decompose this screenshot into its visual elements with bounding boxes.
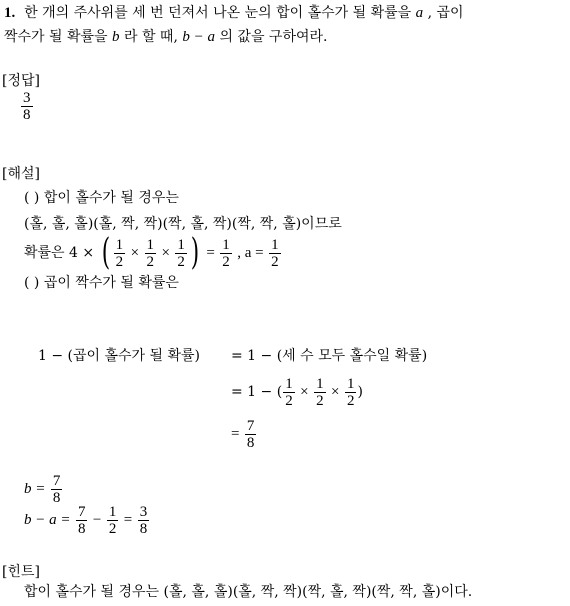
expr-b-minus-a: b − a <box>182 29 215 45</box>
fraction-half-result: $\frac{1}{2}$ <box>222 236 230 270</box>
problem-line-2 <box>4 28 327 46</box>
eq-line1-right: = 1 − (세 수 모두 홀수일 확률) <box>231 348 428 364</box>
fraction-seven-eighths-1: $\frac{7}{8}$ <box>246 417 255 451</box>
b-minus-a-line: b − a = $\frac{7}{8}$ − $\frac{1}{2}$ = $\frac{3}{8}$ <box>24 503 148 537</box>
fraction-seven-eighths-2: $\frac{7}{8}$ <box>77 503 86 537</box>
fraction-half-2: $\frac{1}{2}$ <box>146 236 154 270</box>
answer-denominator: 8 <box>23 107 31 123</box>
problem-line-1 <box>4 4 464 22</box>
explanation-cases: (홀, 홀, 홀)(홀, 짝, 짝)(짝, 홀, 짝)(짝, 짝, 홀)이므로 <box>24 216 342 232</box>
explanation-step-2: ( ) 곱이 짝수가 될 확률은 <box>24 275 179 291</box>
explanation-header: [해설] <box>2 166 40 182</box>
problem-text-2: , 곱이 <box>427 5 464 21</box>
fraction-half-6: $\frac{1}{2}$ <box>346 375 355 409</box>
b-value-line: b = $\frac{7}{8}$ <box>24 472 61 506</box>
problem-text-5: 의 값을 구하여라. <box>219 29 328 45</box>
fraction-half-5: $\frac{1}{2}$ <box>316 375 324 409</box>
prob-prefix: 확률은 4 × <box>24 245 95 261</box>
problem-text-3: 짝수가 될 확률을 <box>4 29 108 45</box>
problem-text-4: 라 할 때, <box>123 29 178 45</box>
comma-a-eq: , a = <box>237 245 264 261</box>
answer-numerator: 3 <box>23 90 31 106</box>
left-paren: ( <box>101 232 110 273</box>
var-b: b <box>112 29 120 45</box>
fraction-b: $\frac{7}{8}$ <box>52 472 61 506</box>
answer-fraction <box>21 90 33 123</box>
eq-line1-left: 1 − (곱이 홀수가 될 확률) <box>38 348 201 364</box>
fraction-half-3: $\frac{1}{2}$ <box>177 236 185 270</box>
answer-value <box>20 90 34 123</box>
hint-header: [힌트] <box>2 564 40 580</box>
explanation-step-1: ( ) 합이 홀수가 될 경우는 <box>24 190 179 206</box>
var-a: a <box>415 5 424 21</box>
fraction-a-value: $\frac{1}{2}$ <box>271 236 279 270</box>
fraction-half-4: $\frac{1}{2}$ <box>285 375 293 409</box>
fraction-half-1: $\frac{1}{2}$ <box>115 236 124 270</box>
hint-text: 합이 홀수가 될 경우는 (홀, 홀, 홀)(홀, 짝, 짝)(짝, 홀, 짝)(짝, 짝, 홀)이다. <box>24 584 473 600</box>
fraction-three-eighths: $\frac{3}{8}$ <box>139 503 148 537</box>
eq-line2: = 1 − ( $\frac{1}{2}$ × $\frac{1}{2}$ × $\frac{1}{2}$ ) <box>231 375 363 409</box>
fraction-half-7: $\frac{1}{2}$ <box>108 503 117 537</box>
right-paren: ) <box>190 232 200 273</box>
problem-text-1: 한 개의 주사위를 세 번 던져서 나온 눈의 합이 홀수가 될 확률을 <box>24 5 412 21</box>
problem-number: 1. <box>4 5 16 21</box>
answer-header: [정답] <box>2 73 40 89</box>
eq-line3: = $\frac{7}{8}$ <box>231 417 255 451</box>
explanation-probability-line: 확률은 4 × ( $\frac{1}{2}$ × $\frac{1}{2}$ × $\frac{1}{2}$ ) = $\frac{1}{2}$ , a = $\frac{1}{2}$ <box>24 232 279 273</box>
